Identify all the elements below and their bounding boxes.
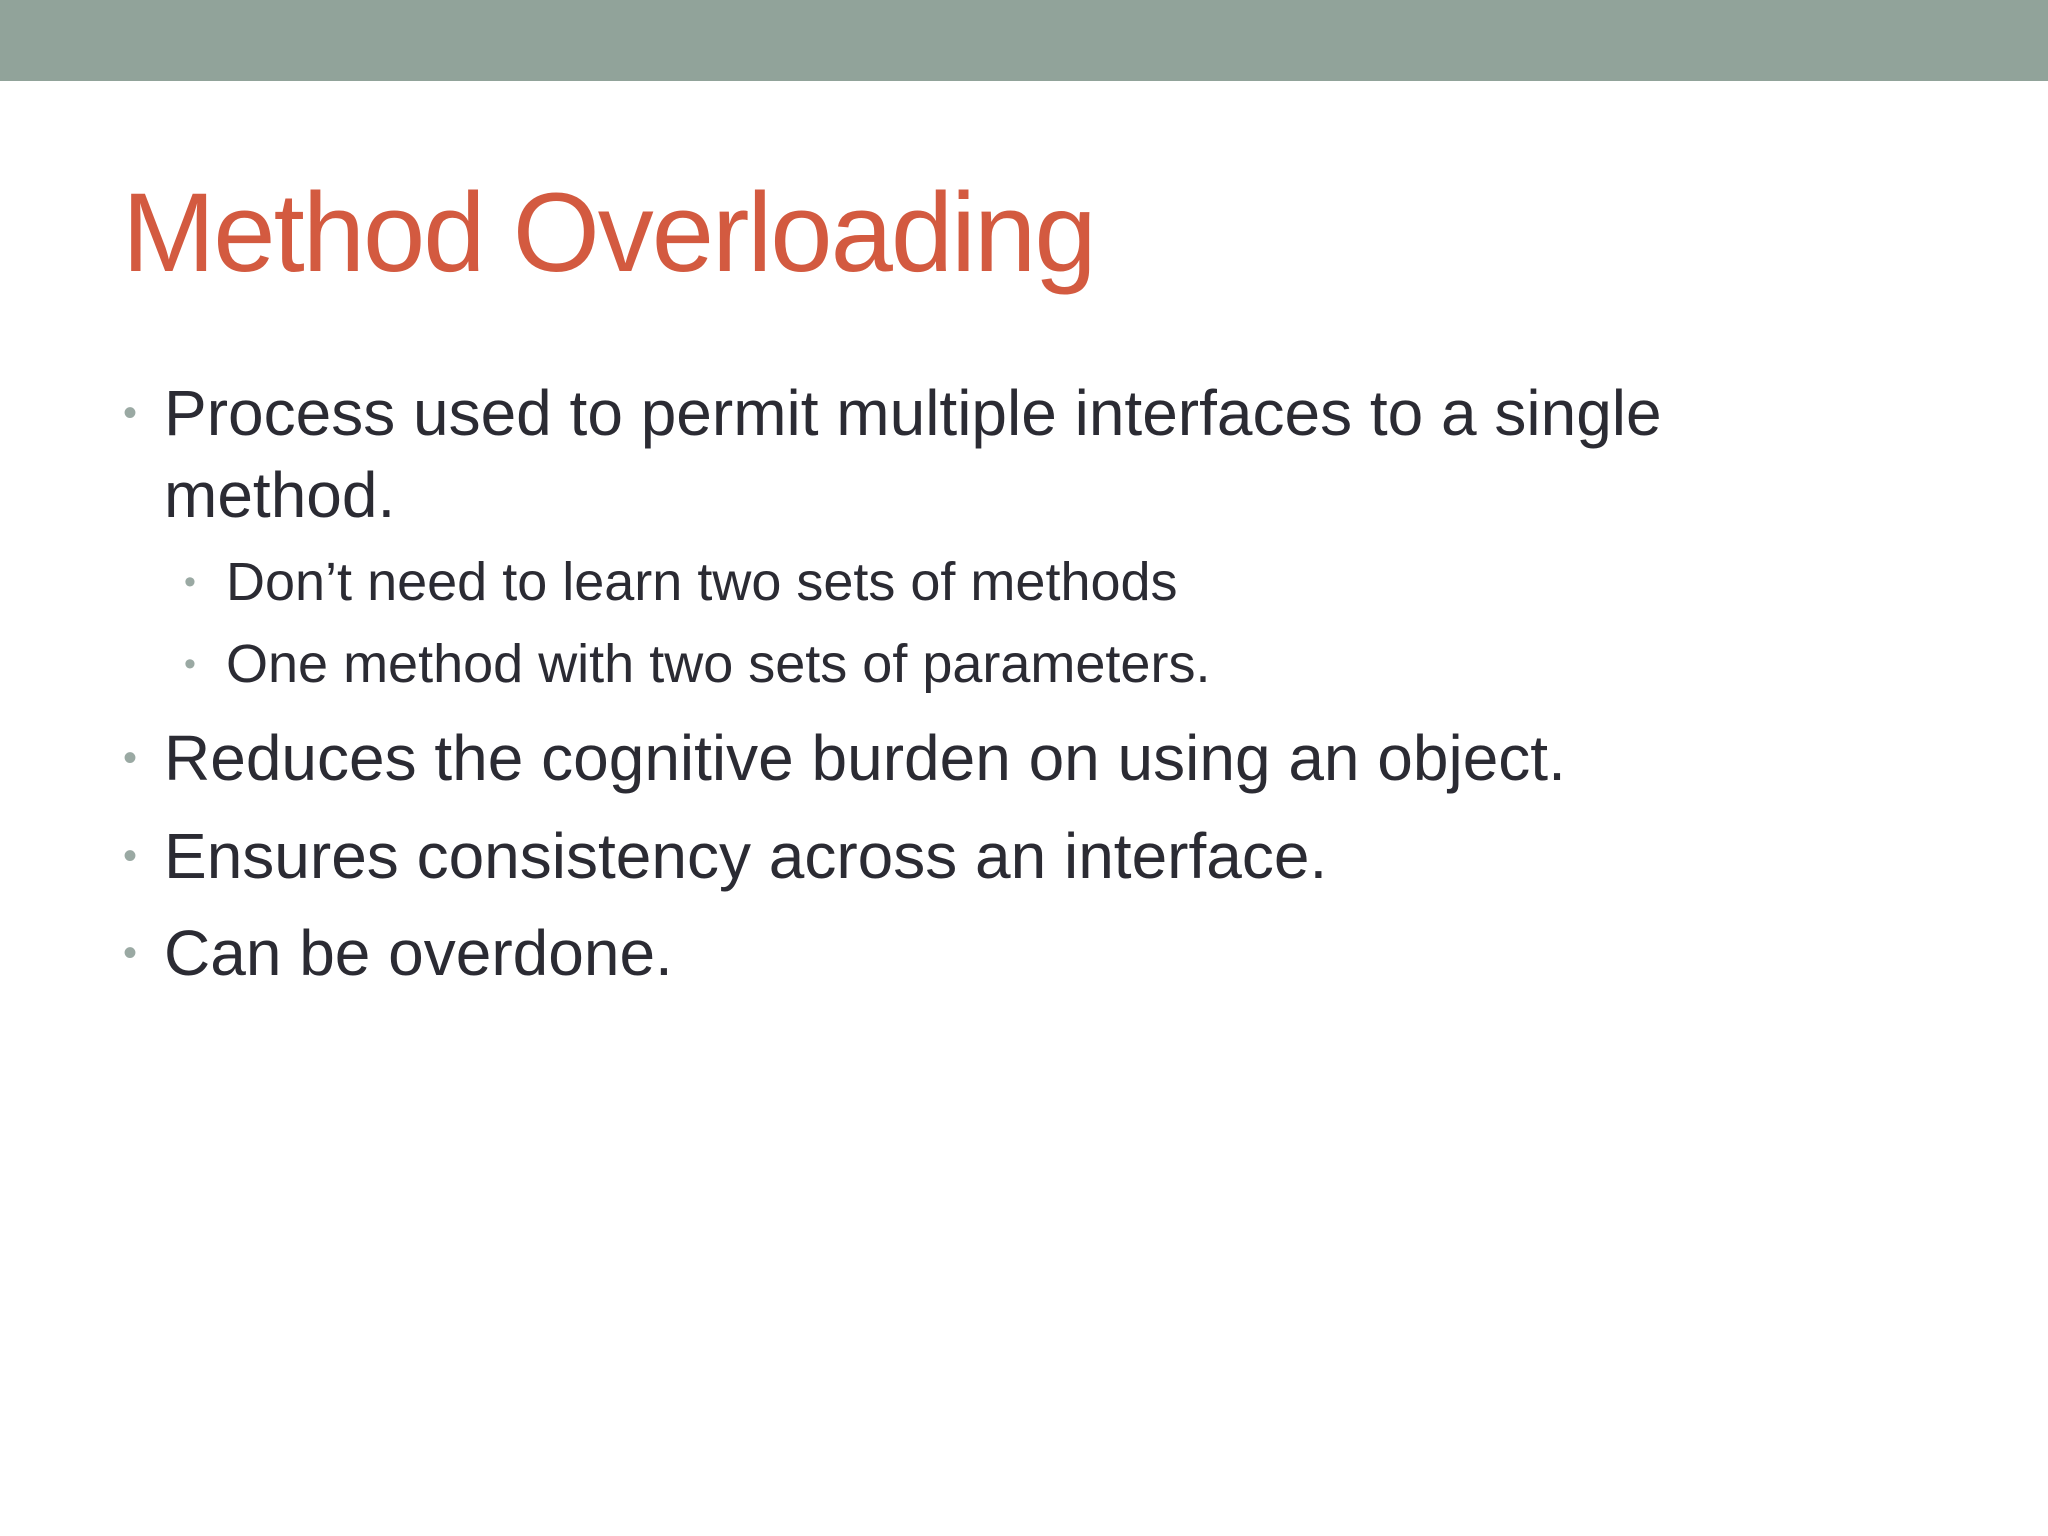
sub-bullet-item <box>184 629 1211 699</box>
bullet-text: Can be overdone. <box>164 917 673 989</box>
sub-bullet-text: Don’t need to learn two sets of methods <box>226 552 1178 612</box>
bullet-dot-icon: • <box>123 834 138 878</box>
bullet-dot-icon: • <box>123 736 138 780</box>
bullet-dot-icon: • <box>184 563 196 601</box>
bullet-dot-icon: • <box>123 931 138 975</box>
bullet-item <box>123 372 1662 454</box>
bullet-text-continuation: method. <box>164 459 396 531</box>
bullet-dot-icon: • <box>123 391 138 435</box>
bullet-text: Process used to permit multiple interfaces to a single <box>164 377 1662 449</box>
bullet-dot-icon: • <box>184 645 196 683</box>
bullet-item <box>123 815 1328 897</box>
bullet-continuation <box>164 454 395 536</box>
sub-bullet-item <box>184 547 1178 617</box>
top-band <box>0 0 2048 81</box>
bullet-item <box>123 717 1566 799</box>
bullet-text: Ensures consistency across an interface. <box>164 820 1328 892</box>
slide-title: Method Overloading <box>122 170 1095 295</box>
bullet-text: Reduces the cognitive burden on using an object. <box>164 722 1566 794</box>
bullet-item <box>123 912 673 994</box>
sub-bullet-text: One method with two sets of parameters. <box>226 634 1211 694</box>
